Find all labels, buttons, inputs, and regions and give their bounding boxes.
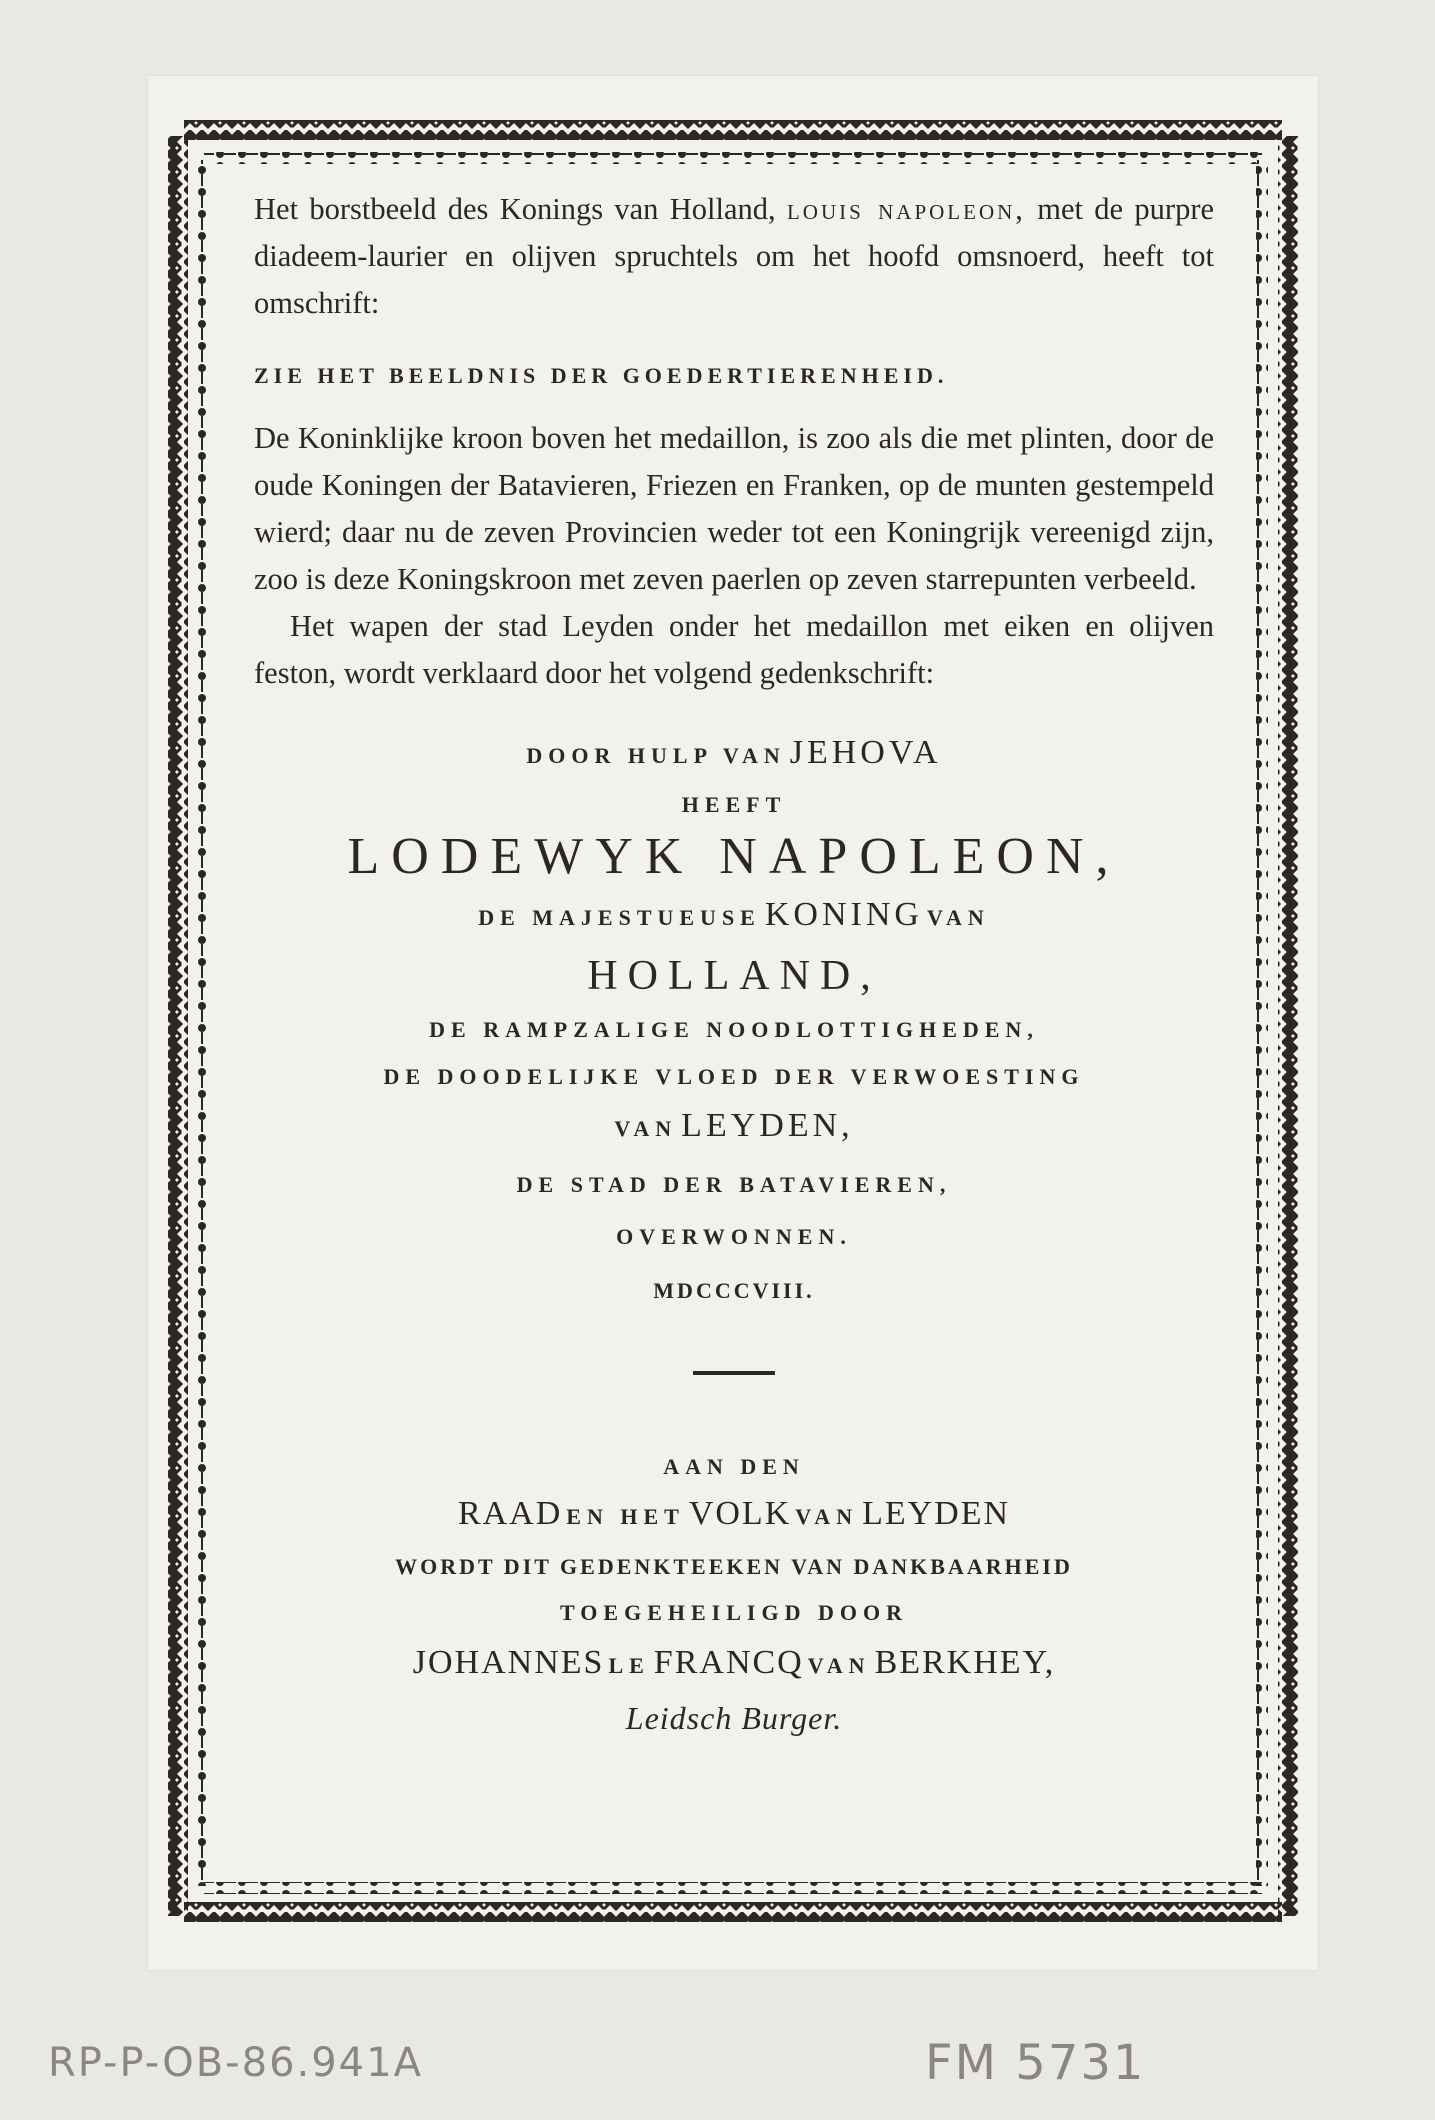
dedication-van: VAN (795, 1504, 859, 1529)
dedication-francq: FRANCQ (653, 1644, 804, 1681)
dedication-line-3: WORDT DIT GEDENKTEEKEN VAN DANKBAARHEID (395, 1554, 1073, 1579)
king-name: louis napoleon, (786, 192, 1026, 226)
inscription-line-3: LODEWYK NAPOLEON, (347, 828, 1121, 885)
print-content (254, 186, 1214, 1741)
inscription (254, 727, 1214, 1319)
paragraph-bust-text: Het borstbeeld des Konings van Holland, (254, 192, 776, 226)
inscription-line-4 (254, 889, 1214, 947)
inscription-van-1: VAN (926, 905, 990, 930)
dedication-line-4: TOEGEHEILIGD DOOR (560, 1600, 908, 1625)
paragraph-bust-rest: met de purpre diadeem-laurier en olijven spruchtels om het hoofd omsnoerd, heeft tot omschrift: (254, 192, 1215, 320)
inscription-line-5: HOLLAND, (587, 953, 881, 999)
paragraph-bust (254, 186, 1214, 327)
dedication-line-2 (254, 1489, 1214, 1545)
print-sheet (148, 76, 1318, 1970)
dedication-raad: RAAD (457, 1495, 563, 1532)
separator-rule (693, 1371, 775, 1375)
inscription-van-2: VAN (614, 1116, 678, 1141)
paragraph-arms: Het wapen der stad Leyden onder het medaillon met eiken en olijven feston, wordt verklaard door het volgend gedenkschrift: (254, 609, 1214, 690)
dedication-volk: VOLK (688, 1495, 792, 1532)
inscription-line-1 (254, 727, 1214, 785)
inscription-majestic: DE MAJESTUEUSE (478, 905, 761, 930)
dedication-line-5 (254, 1637, 1214, 1695)
inscription-jehova: JEHOVA (789, 734, 942, 771)
handwritten-mark: FM 5731 (925, 2035, 1146, 2091)
dedication (254, 1445, 1214, 1741)
dedication-johannes: JOHANNES (412, 1644, 605, 1681)
motto: ZIE HET BEELDNIS DER GOEDERTIERENHEID. (254, 363, 949, 388)
inscription-koning: KONING (764, 896, 923, 933)
dedication-van-2: VAN (807, 1653, 871, 1678)
inscription-line-6: DE RAMPZALIGE NOODLOTTIGHEDEN, (429, 1017, 1039, 1042)
inscription-line-11: MDCCCVIII. (653, 1278, 815, 1303)
inscription-line-7: DE DOODELIJKE VLOED DER VERWOESTING (383, 1064, 1085, 1089)
inscription-line-9: DE STAD DER BATAVIEREN, (516, 1172, 952, 1197)
inventory-number: RP-P-OB-86.941A (48, 2040, 423, 2086)
dedication-le: LE (608, 1653, 650, 1678)
dedication-en-het: EN HET (566, 1504, 685, 1529)
dedication-leyden: LEYDEN (862, 1495, 1011, 1532)
inscription-line-8 (254, 1099, 1214, 1159)
dedication-line-6: Leidsch Burger. (625, 1700, 843, 1736)
inscription-line-10: OVERWONNEN. (616, 1224, 852, 1249)
paragraph-crown: De Koninklijke kroon boven het medaillon, is zoo als die met plinten, door de oude Koningen der Batavieren, Friezen en Franken, op de munten gestempeld wierd; daar nu de zeven Provincien weder tot een Koningrijk vereenigd zijn, zoo is deze Koningskroon met zeven paerlen op zeven starrepunten verbeeld. (254, 421, 1214, 596)
inscription-leyden: LEYDEN, (681, 1107, 854, 1144)
inscription-line-2: HEEFT (681, 792, 787, 817)
inscription-by-help-of: DOOR HULP VAN (526, 743, 786, 768)
dedication-line-1: AAN DEN (663, 1454, 805, 1479)
dedication-berkhey: BERKHEY, (874, 1644, 1056, 1681)
